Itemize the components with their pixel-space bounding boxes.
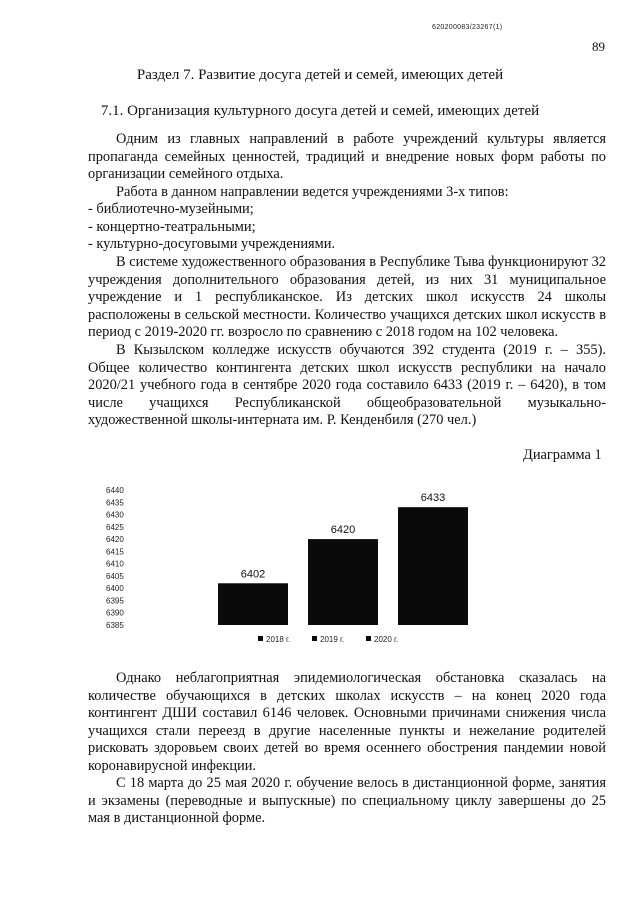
list-item-2: - концертно-театральными;: [88, 219, 256, 235]
diagram-label: Диаграмма 1: [523, 447, 602, 463]
y-tick-label-2: 6395: [106, 596, 124, 606]
y-tick-label-8: 6425: [106, 522, 124, 532]
y-tick-label-6: 6415: [106, 547, 124, 557]
data-label-1: 6420: [330, 524, 356, 537]
y-tick-label-1: 6390: [106, 608, 124, 618]
y-tick-label-10: 6435: [106, 498, 124, 508]
list-item-1: - библиотечно-музейными;: [88, 201, 254, 217]
data-label-0: 6402: [240, 568, 266, 581]
y-axis-ticks: [106, 486, 124, 630]
bar-0: [218, 583, 288, 625]
document-id: 620200083/23267(1): [432, 24, 503, 31]
y-tick-label-11: 6440: [106, 486, 124, 495]
y-tick-label-9: 6430: [106, 510, 124, 520]
y-tick-label-7: 6420: [106, 535, 124, 545]
section-title: Раздел 7. Развитие досуга детей и семей, имеющих детей: [136, 67, 504, 83]
list-item-3: - культурно-досуговыми учреждениями.: [88, 236, 336, 252]
chart-legend: [258, 635, 398, 644]
data-label-2: 6433: [420, 492, 446, 505]
legend-label-1: 2019 г.: [320, 635, 345, 644]
bar-1: [308, 539, 378, 625]
y-tick-label-0: 6385: [106, 621, 124, 630]
y-tick-label-5: 6410: [106, 559, 124, 569]
paragraph-college: В Кызылском колледже искусств обучаются 392 студента (2019 г. – 355). Общее количество контингента детских школ искусств республики на начало 2020/21 учебного года в сентябре 2020 года составило 6433 (2019 г. – 6420), в том числе учащихся Республиканской общеобразовательной музыкально-художественной школы-интерната им. Р. Кенденбиля (270 чел.): [88, 342, 606, 428]
paragraph-types: Работа в данном направлении ведется учреждениями 3-х типов:: [116, 184, 509, 200]
paragraph-intro: Одним из главных направлений в работе учреждений культуры является пропаганда семейных ценностей, традиций и внедрение новых форм работы по организации семейного отдыха.: [88, 131, 606, 182]
paragraph-epidemic: Однако неблагоприятная эпидемиологическая обстановка сказалась на количестве обучающихся в детских школах искусств – на конец 2020 года контингент ДШИ составил 6146 человек. Основными причинами снижения числа учащихся стали переезд в другие населенные пункты и нежелание родителей рисковать здоровьем своих детей во время осеннего обострения пандемии новой коронавирусной инфекции.: [88, 670, 606, 774]
legend-swatch-2: [366, 636, 371, 641]
y-tick-label-4: 6405: [106, 571, 124, 581]
legend-label-2: 2020 г.: [374, 635, 399, 644]
legend-label-0: 2018 г.: [266, 635, 291, 644]
legend-swatch-0: [258, 636, 263, 641]
subsection-title: 7.1. Организация культурного досуга детей и семей, имеющих детей: [100, 103, 540, 119]
page-number: 89: [592, 39, 605, 54]
bar-chart: [80, 478, 480, 648]
legend-swatch-1: [312, 636, 317, 641]
y-tick-label-3: 6400: [106, 584, 124, 594]
paragraph-education-system: В системе художественного образования в Республике Тыва функционируют 32 учреждения дополнительного образования детей, из них 31 муниципальное учреждение и 1 республиканское. Из детских школ искусств 24 школы расположены в сельской местности. Количество учащихся детских школ искусств в период с 2019-2020 гг. возросло по сравнению с 2018 годом на 102 человека.: [88, 254, 606, 340]
paragraph-distance-learning: С 18 марта до 25 мая 2020 г. обучение велось в дистанционной форме, занятия и экзамены (переводные и выпускные) по специальному циклу завершены до 25 мая в дистанционной форме.: [88, 775, 606, 826]
bar-2: [398, 507, 468, 625]
